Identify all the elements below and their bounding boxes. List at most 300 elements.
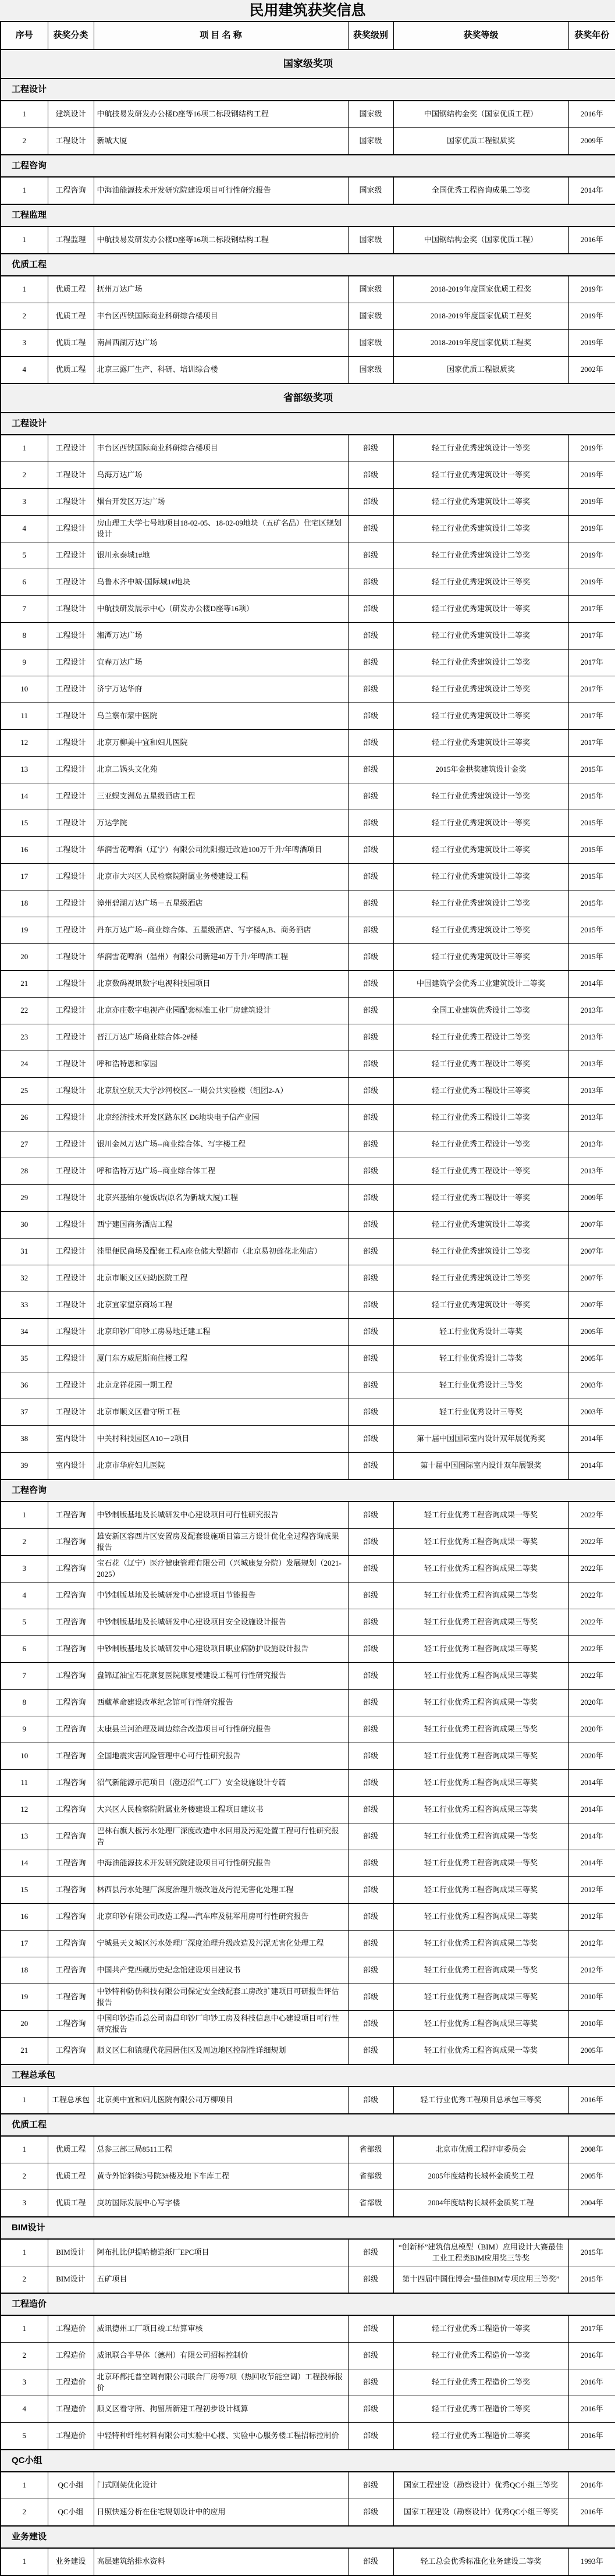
cell-level: 部级: [348, 757, 393, 783]
cell-level: 部级: [348, 1529, 393, 1556]
cell-category: BIM设计: [48, 2239, 94, 2266]
cell-year: 2013年: [568, 1078, 615, 1105]
cell-year: 2013年: [568, 1158, 615, 1185]
cell-level: 国家级: [348, 101, 393, 128]
cell-no: 2: [1, 2499, 48, 2527]
cell-category: 工程造价: [48, 2396, 94, 2423]
cell-category: 工程咨询: [48, 1582, 94, 1609]
cell-category: 工程设计: [48, 1399, 94, 1426]
cell-grade: 国家优质工程银质奖: [393, 357, 568, 384]
cell-year: 2016年: [568, 2396, 615, 2423]
cell-year: 2022年: [568, 1556, 615, 1582]
cell-category: 工程设计: [48, 864, 94, 890]
cell-year: 2012年: [568, 1957, 615, 1984]
table-row: [1, 1399, 615, 1426]
cell-year: 2005年: [568, 2038, 615, 2065]
cell-category: 工程设计: [48, 489, 94, 516]
cell-level: 部级: [348, 971, 393, 998]
cell-no: 3: [1, 1556, 48, 1582]
table-row: [1, 2190, 615, 2217]
table-row: [1, 1529, 615, 1556]
cell-project: 威讯联合半导体（德州）有限公司招标控制价: [94, 2343, 348, 2369]
cell-year: 2016年: [568, 2087, 615, 2114]
table-row: [1, 1877, 615, 1904]
group-header-label: QC小组: [1, 2450, 615, 2472]
cell-category: 工程监理: [48, 226, 94, 254]
cell-no: 1: [1, 2239, 48, 2266]
cell-level: 部级: [348, 1663, 393, 1690]
cell-project: 庚坊国际发展中心写字楼: [94, 2190, 348, 2217]
table-row: [1, 1372, 615, 1399]
cell-project: 北京亦庄数字电视产业园配套标准工业厂房建筑设计: [94, 998, 348, 1024]
cell-category: 工程咨询: [48, 2011, 94, 2038]
table-row: [1, 971, 615, 998]
cell-category: 工程设计: [48, 1185, 94, 1212]
cell-category: 工程咨询: [48, 1797, 94, 1823]
cell-grade: 轻工行业优秀工程设计二等奖: [393, 1105, 568, 1131]
cell-no: 19: [1, 1984, 48, 2011]
cell-year: 2004年: [568, 2190, 615, 2217]
cell-year: 2014年: [568, 177, 615, 204]
cell-level: 部级: [348, 2499, 393, 2527]
table-row: [1, 128, 615, 155]
cell-year: 2015年: [568, 810, 615, 837]
cell-grade: 国家工程建设（勘察设计）优秀QC小组三等奖: [393, 2499, 568, 2527]
cell-category: 工程设计: [48, 1265, 94, 1292]
cell-project: 北京航空航天大学沙河校区--一期公共实验楼（组团2-A）: [94, 1078, 348, 1105]
cell-no: 20: [1, 944, 48, 971]
group-header-label: 优质工程: [1, 254, 615, 276]
cell-no: 2: [1, 303, 48, 330]
cell-level: 部级: [348, 650, 393, 676]
cell-grade: 轻工行业优秀工程咨询成果一等奖: [393, 1502, 568, 1529]
cell-category: 工程设计: [48, 730, 94, 757]
table-row: [1, 1770, 615, 1797]
cell-grade: 轻工行业优秀工程咨询成果二等奖: [393, 1582, 568, 1609]
cell-project: 晋江万达广场商业综合体-2#楼: [94, 1024, 348, 1051]
table-row: [1, 1426, 615, 1453]
cell-no: 33: [1, 1292, 48, 1319]
cell-category: 工程设计: [48, 703, 94, 730]
cell-project: 太康县兰河治理及周边综合改造项目可行性研究报告: [94, 1716, 348, 1743]
cell-project: 北京市大兴区人民检察院附属业务楼建设工程: [94, 864, 348, 890]
cell-grade: 2004年度结构长城杯金质奖工程: [393, 2190, 568, 2217]
cell-project: 中钞制版基地及长城研发中心建设项目节能报告: [94, 1582, 348, 1609]
cell-year: 2017年: [568, 730, 615, 757]
cell-project: 银川永泰城1#地: [94, 542, 348, 569]
cell-year: 2015年: [568, 890, 615, 917]
cell-project: 北京环都托普空调有限公司联合厂房等7项（热回收节能空调）工程投标报价: [94, 2369, 348, 2396]
cell-grade: 轻工行业优秀工程咨询成果三等奖: [393, 1743, 568, 1770]
table-row: [1, 1105, 615, 1131]
group-header: [1, 2217, 615, 2239]
cell-no: 2: [1, 128, 48, 155]
cell-year: 2013年: [568, 1051, 615, 1078]
table-row: [1, 1636, 615, 1663]
cell-grade: 北京市优质工程评审委员会: [393, 2136, 568, 2163]
cell-category: 工程设计: [48, 462, 94, 489]
cell-year: 2017年: [568, 676, 615, 703]
cell-project: 中轻特种纤维材料有限公司实验中心楼、实验中心服务楼工程招标控制价: [94, 2423, 348, 2450]
cell-project: 大兴区人民检察院附属业务楼建设工程项目建议书: [94, 1797, 348, 1823]
cell-no: 6: [1, 1636, 48, 1663]
cell-level: 部级: [348, 1931, 393, 1957]
cell-year: 2022年: [568, 1582, 615, 1609]
cell-grade: 轻工行业优秀工程咨询成果三等奖: [393, 1663, 568, 1690]
cell-no: 7: [1, 1663, 48, 1690]
table-row: [1, 542, 615, 569]
cell-grade: 轻工行业优秀工程咨询成果二等奖: [393, 1904, 568, 1931]
cell-no: 5: [1, 2423, 48, 2450]
cell-level: 省部级: [348, 2136, 393, 2163]
cell-no: 9: [1, 1716, 48, 1743]
cell-category: 工程咨询: [48, 1984, 94, 2011]
cell-category: 室内设计: [48, 1426, 94, 1453]
cell-level: 部级: [348, 1636, 393, 1663]
cell-category: 工程设计: [48, 650, 94, 676]
table-row: [1, 1582, 615, 1609]
cell-grade: 轻工行业优秀建筑设计二等奖: [393, 489, 568, 516]
cell-project: 中航技易发研发办公楼D座等16项二标段钢结构工程: [94, 226, 348, 254]
cell-category: 工程咨询: [48, 1957, 94, 1984]
cell-level: 部级: [348, 1051, 393, 1078]
table-row: [1, 1502, 615, 1529]
cell-no: 3: [1, 2190, 48, 2217]
cell-project: 盘锦辽油宝石花康复医院康复楼建设工程可行性研究报告: [94, 1663, 348, 1690]
table-row: [1, 2315, 615, 2343]
cell-level: 部级: [348, 2011, 393, 2038]
cell-category: 工程设计: [48, 1105, 94, 1131]
cell-project: 北京宜家望京商场工程: [94, 1292, 348, 1319]
group-header: [1, 1479, 615, 1502]
cell-grade: 轻工行业优秀工程设计二等奖: [393, 1024, 568, 1051]
cell-project: 新城大厦: [94, 128, 348, 155]
table-row: [1, 516, 615, 542]
cell-no: 3: [1, 2369, 48, 2396]
cell-no: 15: [1, 1877, 48, 1904]
cell-grade: 2018-2019年度国家优质工程奖: [393, 330, 568, 357]
cell-grade: 轻工行业优秀工程造价二等奖: [393, 2396, 568, 2423]
cell-year: 1993年: [568, 2548, 615, 2575]
cell-project: 华润雪花啤酒（辽宁）有限公司沈阳搬迁改造100万千升/年啤酒项目: [94, 837, 348, 864]
cell-no: 17: [1, 1931, 48, 1957]
cell-level: 部级: [348, 1743, 393, 1770]
cell-grade: 国家工程建设（勘察设计）优秀QC小组三等奖: [393, 2472, 568, 2499]
cell-project: 湘潭万达广场: [94, 623, 348, 650]
cell-grade: 轻工行业优秀设计二等奖: [393, 1319, 568, 1346]
cell-category: 工程设计: [48, 810, 94, 837]
cell-no: 15: [1, 810, 48, 837]
cell-grade: 轻工行业优秀建筑设计二等奖: [393, 1212, 568, 1239]
cell-project: 中航技研发展示中心（研发办公楼D座等16项）: [94, 596, 348, 623]
cell-grade: 轻工行业优秀工程咨询成果三等奖: [393, 1770, 568, 1797]
cell-level: 部级: [348, 1292, 393, 1319]
table-row: [1, 730, 615, 757]
cell-year: 2013年: [568, 1024, 615, 1051]
table-row: [1, 783, 615, 810]
cell-year: 2007年: [568, 1265, 615, 1292]
table-row: [1, 757, 615, 783]
cell-level: 部级: [348, 516, 393, 542]
cell-year: 2009年: [568, 128, 615, 155]
cell-no: 9: [1, 650, 48, 676]
cell-year: 2016年: [568, 2423, 615, 2450]
table-row: [1, 1690, 615, 1716]
cell-year: 2015年: [568, 757, 615, 783]
cell-project: 宁城县天义城区污水处理厂深度治理升级改造及污泥无害化处理工程: [94, 1931, 348, 1957]
cell-project: 中国印钞造币总公司南昌印钞厂印钞工房及科技信息中心建设项目可行性研究报告: [94, 2011, 348, 2038]
cell-project: 三亚蜈支洲岛五星级酒店工程: [94, 783, 348, 810]
cell-level: 部级: [348, 998, 393, 1024]
cell-no: 23: [1, 1024, 48, 1051]
cell-grade: 轻工行业优秀建筑设计二等奖: [393, 1265, 568, 1292]
cell-project: 乌兰察布蒙中医院: [94, 703, 348, 730]
cell-no: 20: [1, 2011, 48, 2038]
cell-level: 部级: [348, 1823, 393, 1850]
table-row: [1, 2396, 615, 2423]
cell-category: 优质工程: [48, 303, 94, 330]
table-row: [1, 1823, 615, 1850]
cell-no: 8: [1, 623, 48, 650]
cell-level: 部级: [348, 2423, 393, 2450]
cell-no: 21: [1, 2038, 48, 2065]
cell-no: 22: [1, 998, 48, 1024]
cell-project: 总参三部三局8511工程: [94, 2136, 348, 2163]
cell-no: 29: [1, 1185, 48, 1212]
table-row: [1, 1319, 615, 1346]
cell-category: 工程咨询: [48, 1877, 94, 1904]
cell-grade: 中国钢结构金奖（国家优质工程）: [393, 226, 568, 254]
cell-category: 工程咨询: [48, 1690, 94, 1716]
cell-project: 漳州碧湖万达广场－五星级酒店: [94, 890, 348, 917]
cell-year: 2015年: [568, 2239, 615, 2266]
cell-project: 中钞特种防伪科技有限公司保定安全线配套工房改扩建项目可研报告评估报告: [94, 1984, 348, 2011]
cell-level: 部级: [348, 1984, 393, 2011]
cell-category: 工程设计: [48, 890, 94, 917]
cell-category: BIM设计: [48, 2266, 94, 2294]
group-header: [1, 2293, 615, 2315]
group-header-label: 工程总承包: [1, 2064, 615, 2087]
table-row: [1, 2266, 615, 2294]
cell-grade: 轻工行业优秀工程造价二等奖: [393, 2369, 568, 2396]
cell-grade: 第十四届中国住博会“最佳BIM专项应用三等奖”: [393, 2266, 568, 2294]
cell-project: 呼和浩特恩和家园: [94, 1051, 348, 1078]
cell-grade: 轻工行业优秀设计三等奖: [393, 1372, 568, 1399]
cell-grade: 轻工行业优秀建筑设计二等奖: [393, 917, 568, 944]
cell-project: 北京市顺义区妇幼医院工程: [94, 1265, 348, 1292]
cell-year: 2017年: [568, 623, 615, 650]
cell-level: 部级: [348, 2548, 393, 2575]
cell-category: 工程总承包: [48, 2087, 94, 2114]
cell-level: 部级: [348, 435, 393, 462]
cell-category: 室内设计: [48, 1453, 94, 1480]
table-row: [1, 1346, 615, 1372]
table-row: [1, 1556, 615, 1582]
cell-project: 万达学院: [94, 810, 348, 837]
cell-level: 国家级: [348, 128, 393, 155]
cell-level: 部级: [348, 1502, 393, 1529]
cell-category: 工程造价: [48, 2369, 94, 2396]
cell-project: 中国共产党西藏历史纪念馆建设项目建议书: [94, 1957, 348, 1984]
table-row: [1, 177, 615, 204]
cell-year: 2022年: [568, 1663, 615, 1690]
cell-no: 2: [1, 462, 48, 489]
table-row: [1, 944, 615, 971]
cell-level: 部级: [348, 2369, 393, 2396]
cell-project: 中钞制版基地及长城研发中心建设项目安全设施设计报告: [94, 1609, 348, 1636]
table-row: [1, 1663, 615, 1690]
cell-project: 北京三露厂生产、科研、培训综合楼: [94, 357, 348, 384]
cell-no: 6: [1, 569, 48, 596]
cell-category: 工程设计: [48, 998, 94, 1024]
table-row: [1, 489, 615, 516]
cell-no: 5: [1, 542, 48, 569]
cell-no: 1: [1, 1502, 48, 1529]
cell-category: 优质工程: [48, 330, 94, 357]
cell-category: 工程咨询: [48, 177, 94, 204]
cell-no: 2: [1, 2343, 48, 2369]
cell-no: 1: [1, 101, 48, 128]
cell-project: 房山理工大学七号地项目18-02-05、18-02-09地块（五矿名品）住宅区规划设计: [94, 516, 348, 542]
cell-grade: 轻工行业优秀工程设计一等奖: [393, 1185, 568, 1212]
cell-no: 28: [1, 1158, 48, 1185]
table-row: [1, 1609, 615, 1636]
cell-category: 工程咨询: [48, 1663, 94, 1690]
cell-no: 13: [1, 1823, 48, 1850]
cell-level: 部级: [348, 1426, 393, 1453]
cell-no: 35: [1, 1346, 48, 1372]
cell-category: 工程咨询: [48, 1529, 94, 1556]
cell-no: 18: [1, 890, 48, 917]
cell-category: 优质工程: [48, 2163, 94, 2190]
cell-category: 业务建设: [48, 2548, 94, 2575]
cell-category: 工程咨询: [48, 1743, 94, 1770]
cell-category: 工程设计: [48, 1239, 94, 1265]
cell-no: 21: [1, 971, 48, 998]
cell-project: 银川金凤万达广场--商业综合体、写字楼工程: [94, 1131, 348, 1158]
column-header-project: 项 目 名 称: [94, 22, 348, 49]
cell-year: 2005年: [568, 2163, 615, 2190]
cell-category: 工程设计: [48, 569, 94, 596]
cell-category: 优质工程: [48, 276, 94, 303]
cell-grade: 轻工行业优秀建筑设计二等奖: [393, 703, 568, 730]
cell-no: 1: [1, 226, 48, 254]
cell-year: 2009年: [568, 1185, 615, 1212]
cell-level: 部级: [348, 1024, 393, 1051]
cell-level: 部级: [348, 462, 393, 489]
cell-level: 部级: [348, 2239, 393, 2266]
cell-year: 2019年: [568, 303, 615, 330]
cell-level: 部级: [348, 1556, 393, 1582]
cell-project: 南昌西湖万达广场: [94, 330, 348, 357]
table-row: [1, 276, 615, 303]
cell-grade: 轻工行业优秀建筑设计三等奖: [393, 569, 568, 596]
cell-year: 2014年: [568, 1797, 615, 1823]
table-row: [1, 462, 615, 489]
column-header-level: 获奖级别: [348, 22, 393, 49]
cell-grade: 轻工行业优秀工程造价一等奖: [393, 2315, 568, 2343]
cell-grade: 轻工行业优秀建筑设计二等奖: [393, 676, 568, 703]
cell-project: 北京印钞厂印钞工房易地迁建工程: [94, 1319, 348, 1346]
cell-no: 10: [1, 1743, 48, 1770]
cell-level: 部级: [348, 864, 393, 890]
table-row: [1, 330, 615, 357]
column-header-category: 获奖分类: [48, 22, 94, 49]
cell-category: 工程设计: [48, 1212, 94, 1239]
cell-category: 工程咨询: [48, 1904, 94, 1931]
cell-category: 工程设计: [48, 596, 94, 623]
cell-category: 工程设计: [48, 542, 94, 569]
cell-category: 工程设计: [48, 623, 94, 650]
cell-grade: 轻工行业优秀工程咨询成果一等奖: [393, 2038, 568, 2065]
cell-category: 优质工程: [48, 2136, 94, 2163]
cell-year: 2017年: [568, 596, 615, 623]
table-row: [1, 1743, 615, 1770]
cell-project: 丰台区西铁国际商业科研综合楼项目: [94, 303, 348, 330]
cell-project: 沼气新能源示范项目（澄迈沼气工厂）安全设施设计专篇: [94, 1770, 348, 1797]
cell-project: 黄寺外馆斜街3号院3#楼及地下车库工程: [94, 2163, 348, 2190]
cell-level: 部级: [348, 676, 393, 703]
cell-year: 2010年: [568, 1984, 615, 2011]
cell-no: 3: [1, 330, 48, 357]
cell-category: 工程设计: [48, 783, 94, 810]
cell-year: 2020年: [568, 1743, 615, 1770]
cell-category: 工程设计: [48, 1292, 94, 1319]
cell-project: 阿布扎比伊提哈德造纸厂EPC项目: [94, 2239, 348, 2266]
cell-level: 部级: [348, 1904, 393, 1931]
cell-level: 国家级: [348, 177, 393, 204]
cell-level: 部级: [348, 1346, 393, 1372]
cell-no: 16: [1, 1904, 48, 1931]
cell-grade: 轻工行业优秀工程咨询成果一等奖: [393, 1690, 568, 1716]
cell-year: 2012年: [568, 1877, 615, 1904]
cell-level: 部级: [348, 1399, 393, 1426]
cell-no: 25: [1, 1078, 48, 1105]
cell-grade: 2005年度结构长城杯金质奖工程: [393, 2163, 568, 2190]
cell-year: 2008年: [568, 2136, 615, 2163]
cell-level: 部级: [348, 489, 393, 516]
cell-category: 优质工程: [48, 2190, 94, 2217]
table-row: [1, 810, 615, 837]
cell-category: 工程设计: [48, 516, 94, 542]
cell-category: 工程设计: [48, 971, 94, 998]
cell-level: 部级: [348, 703, 393, 730]
cell-grade: 轻工行业优秀工程咨询成果二等奖: [393, 1931, 568, 1957]
cell-project: 北京印钞有限公司改造工程---汽车库及驻军用房可行性研究报告: [94, 1904, 348, 1931]
group-header-label: 工程设计: [1, 413, 615, 435]
cell-project: 宝石花（辽宁）医疗健康管理有限公司（兴城康复分院）发展规划（2021-2025）: [94, 1556, 348, 1582]
cell-no: 1: [1, 2087, 48, 2114]
table-row: [1, 998, 615, 1024]
cell-category: 工程设计: [48, 944, 94, 971]
cell-year: 2020年: [568, 1690, 615, 1716]
group-header-label: 业务建设: [1, 2526, 615, 2548]
cell-category: 工程咨询: [48, 1850, 94, 1877]
cell-category: 工程设计: [48, 1078, 94, 1105]
cell-level: 部级: [348, 890, 393, 917]
cell-year: 2012年: [568, 1931, 615, 1957]
cell-level: 部级: [348, 2087, 393, 2114]
cell-no: 14: [1, 783, 48, 810]
group-header-label: 优质工程: [1, 2114, 615, 2136]
cell-year: 2007年: [568, 1239, 615, 1265]
cell-no: 2: [1, 1529, 48, 1556]
cell-year: 2017年: [568, 650, 615, 676]
cell-year: 2003年: [568, 1399, 615, 1426]
cell-year: 2022年: [568, 1502, 615, 1529]
cell-grade: 轻工行业优秀建筑设计一等奖: [393, 462, 568, 489]
table-row: [1, 650, 615, 676]
